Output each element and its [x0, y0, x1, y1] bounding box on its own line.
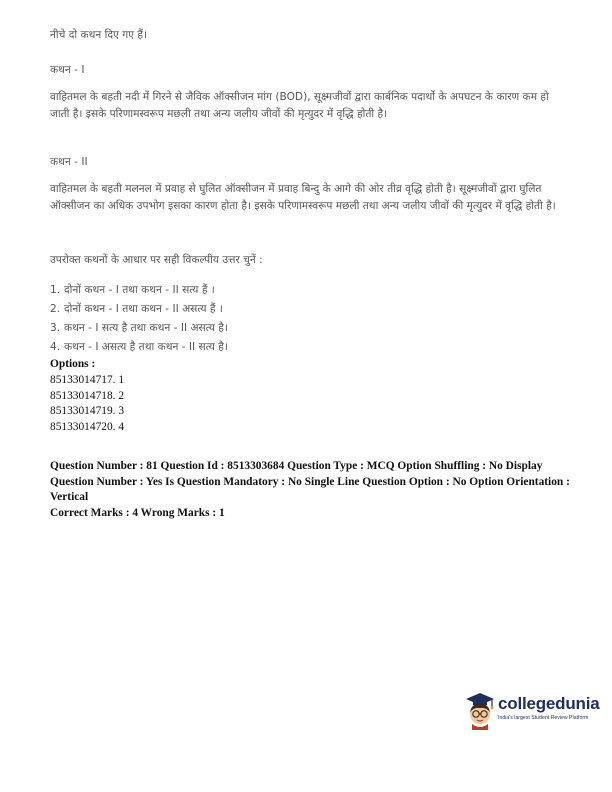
intro-text: नीचे दो कथन दिए गए हैं। [50, 29, 148, 41]
option-item: 85133014718. 2 [50, 389, 125, 402]
mascot-icon [462, 690, 496, 730]
option-item: 85133014720. 4 [50, 420, 125, 433]
choice-text: दोनों कथन - I तथा कथन - II सत्य हैं । [64, 284, 215, 296]
logo-tagline: India's largest Student Review Platform [498, 715, 589, 721]
statement-1-text: वाहितमल के बहती नदी में गिरने से जैविक ऑक्सीजन मांग (BOD), सूक्ष्मजीवों द्वारा कार्बनिक पदार्थो के अपघटन के कारण कम हो जाती है। इसके परिणामस्वरूप मछली तथा अन्य जलीय जीवों की मृत्युदर में वृद्धि होती है। [50, 91, 549, 120]
choice-number: 1. [50, 284, 61, 296]
question-meta-line: Question Number : 81 Question Id : 8513303684 Question Type : MCQ Option Shuffling : No Display Question Number : Yes Is Question Mandatory : No Single Line Question Option : No Option Orientation : Vertical [50, 460, 570, 503]
logo-wordmark: collegedunia [498, 694, 600, 713]
choice-item [50, 282, 228, 301]
choice-item [50, 301, 228, 320]
choice-item [50, 339, 228, 358]
statement-2-text: वाहितमल के बहती मलनल में प्रवाह से घुलित ऑक्सीजन में प्रवाह बिन्दु के आगे की ओर तीव्र वृद्धि होती है। सूक्ष्मजीवों द्वारा घुलित ऑक्सीजन का अधिक उपभोग इसका कारण होता है। इसके परिणामस्वरूप मछली तथा अन्य जलीय जीवों की मृत्युदर में वृद्धि होती है। [50, 183, 556, 212]
collegedunia-logo [462, 690, 602, 734]
option-item: 85133014717. 1 [50, 374, 125, 386]
choice-list [50, 282, 228, 358]
choice-number: 4. [50, 341, 61, 353]
option-item: 85133014719. 3 [50, 405, 125, 417]
choice-number: 2. [50, 303, 61, 315]
choice-number: 3. [50, 322, 61, 334]
question-meta [50, 459, 580, 521]
marks-line: Correct Marks : 4 Wrong Marks : 1 [50, 506, 225, 519]
choice-text: कथन - I सत्य है तथा कथन - II असत्य है। [64, 322, 228, 334]
options-list [50, 373, 124, 435]
options-heading: Options : [50, 358, 96, 370]
choice-item [50, 320, 228, 339]
statement-2-label: कथन - II [50, 156, 88, 168]
statement-1-label: कथन - I [50, 64, 85, 76]
choice-text: दोनों कथन - I तथा कथन - II असत्य हैं । [64, 303, 223, 315]
question-prompt: उपरोक्त कथनों के आधार पर सही विकल्पीय उत्तर चुनें : [50, 254, 263, 266]
choice-text: कथन - I असत्य है तथा कथन - II सत्य है। [64, 341, 228, 353]
